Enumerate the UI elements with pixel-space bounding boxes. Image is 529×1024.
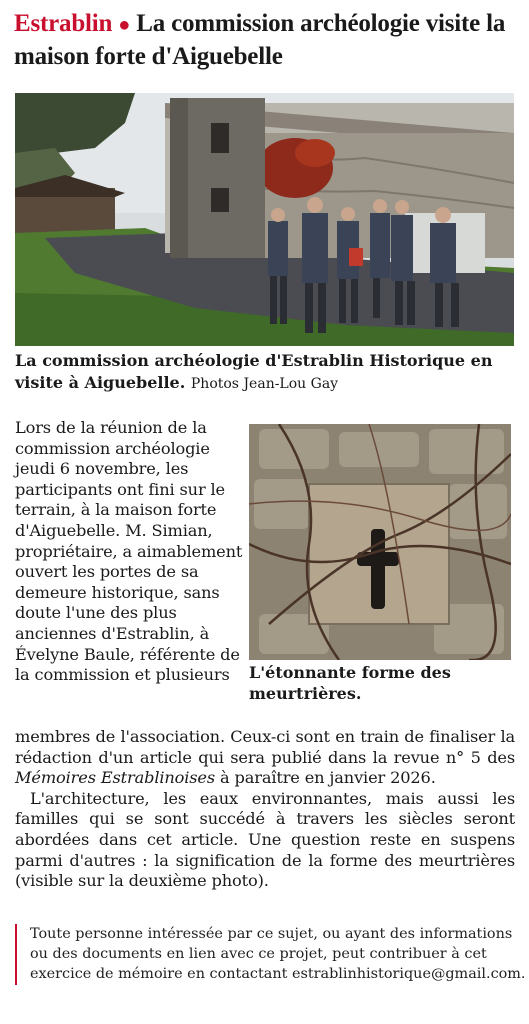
article-body (15, 727, 515, 892)
article-column-left: Lors de la réunion de la commission archéologie jeudi 6 novembre, les participants ont fini sur le terrain, à la maison forte d'Aiguebelle. M. Simian, propriétaire, a aimablement ouvert les portes de sa demeure historique, sans doute l'une des plus anciennes d'Estrablin, à Évelyne Baule, référente de la commission et plusieurs (15, 418, 243, 685)
loophole-caption: L'étonnante forme des meurtrières. (249, 663, 451, 703)
photo-credit: Photos Jean-Lou Gay (190, 376, 339, 392)
headline-kicker: Estrablin (14, 10, 113, 37)
caption-text: La commission archéologie d'Estrablin Historique en visite à Aiguebelle. (15, 351, 493, 392)
group-visit-photo (15, 93, 514, 346)
article-paragraph-1-end (15, 727, 515, 789)
article-paragraph-2: L'architecture, les eaux environnantes, mais aussi les familles qui se sont succédé à travers les siècles seront abordées dans cet article. Une question reste en suspens parmi d'autres : la signification de la forme des meurtrières (visible sur la deuxième photo). (15, 788, 515, 891)
paragraph-text: membres de l'association. Ceux-ci sont en train de finaliser la rédaction d'un article qui sera publié dans la revue n° 5 des (15, 727, 515, 767)
contact-note: Toute personne intéressée par ce sujet, ou ayant des informations ou des documents en lien avec ce projet, peut contribuer à cet exercice de mémoire en contactant estrablinhistorique@gmail.com. (15, 924, 528, 985)
bullet-icon: ● (118, 14, 131, 36)
journal-title: Mémoires Estrablinoises (15, 768, 216, 788)
loophole-photo (249, 424, 511, 660)
headline (14, 8, 519, 72)
photo-caption (15, 350, 520, 395)
paragraph-text: à paraître en janvier 2026. (215, 768, 436, 788)
headline-title: La commission archéologie visite la maison forte d'Aiguebelle (14, 10, 506, 70)
